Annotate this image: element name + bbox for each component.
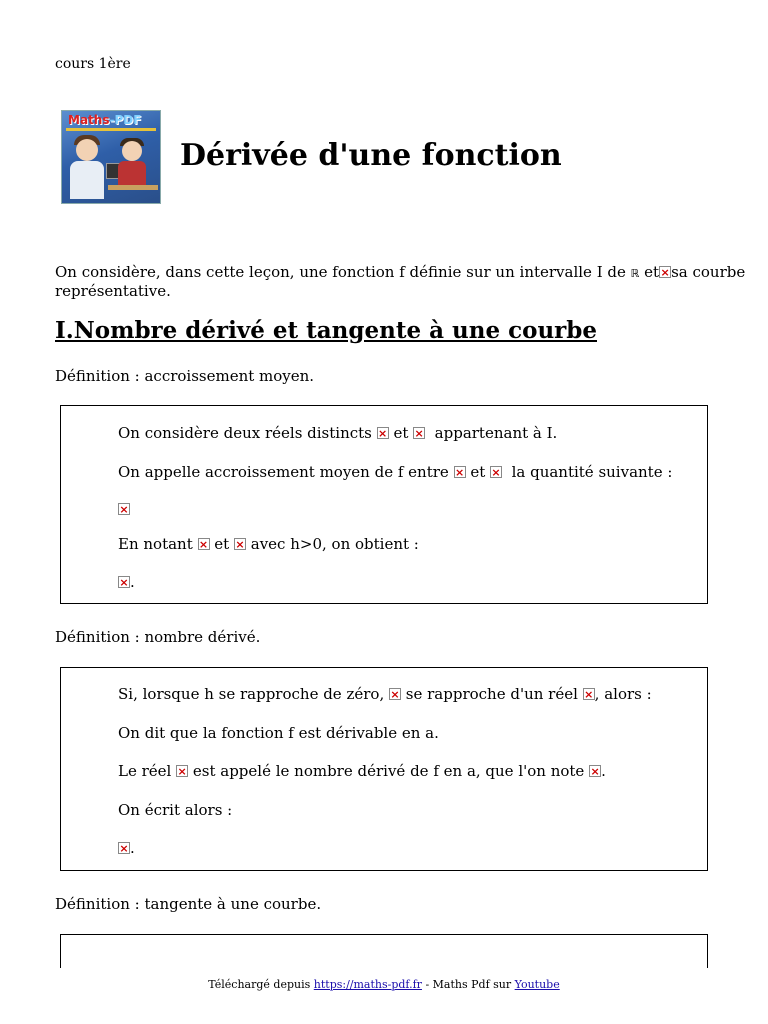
broken-image-icon xyxy=(176,765,188,777)
box-line: ×. xyxy=(118,839,135,858)
broken-image-icon xyxy=(454,466,466,478)
box-line: ×. xyxy=(118,573,135,592)
box-line: On considère deux réels distincts × et × appartenant à I. xyxy=(118,424,557,443)
broken-image-icon xyxy=(377,427,389,439)
broken-image-icon xyxy=(589,765,601,777)
definition-label: Définition : accroissement moyen. xyxy=(55,367,315,385)
youtube-link[interactable]: Youtube xyxy=(514,978,560,991)
broken-image-icon xyxy=(118,576,130,588)
footer-middle: - Maths Pdf sur xyxy=(425,978,512,991)
definition-box-accroissement xyxy=(60,405,708,604)
broken-image-icon xyxy=(389,688,401,700)
definition-label: Définition : nombre dérivé. xyxy=(55,628,261,646)
footer-prefix: Téléchargé depuis xyxy=(208,978,311,991)
broken-image-icon xyxy=(118,842,130,854)
definition-box-nombre-derive xyxy=(60,667,708,871)
definition-box-tangente xyxy=(60,934,708,968)
intro-line-2: représentative. xyxy=(55,282,171,300)
box-line: On appelle accroissement moyen de f entre × et × la quantité suivante : xyxy=(118,463,672,482)
box-line xyxy=(118,500,130,519)
page-footer xyxy=(0,978,768,991)
intro-line-1: On considère, dans cette leçon, une fonction f définie sur un intervalle I de ℝ et× sa courbe xyxy=(55,263,745,283)
broken-image-icon xyxy=(659,266,671,278)
box-line: On écrit alors : xyxy=(118,801,233,819)
broken-image-icon xyxy=(490,466,502,478)
box-line: Le réel × est appelé le nombre dérivé de f en a, que l'on note × . xyxy=(118,762,606,781)
real-numbers-symbol: ℝ xyxy=(630,267,640,280)
maths-pdf-logo: Maths-PDF xyxy=(61,110,161,204)
broken-image-icon xyxy=(234,538,246,550)
course-level: cours 1ère xyxy=(55,56,131,72)
definition-label: Définition : tangente à une courbe. xyxy=(55,895,322,913)
box-line: En notant × et × avec h>0, on obtient : xyxy=(118,535,419,554)
box-line: On dit que la fonction f est dérivable en a. xyxy=(118,724,439,742)
broken-image-icon xyxy=(118,503,130,515)
page-title: Dérivée d'une fonction xyxy=(180,138,562,173)
section-heading: I.Nombre dérivé et tangente à une courbe xyxy=(55,317,597,344)
maths-pdf-link[interactable]: https://maths-pdf.fr xyxy=(313,978,422,991)
broken-image-icon xyxy=(198,538,210,550)
broken-image-icon xyxy=(583,688,595,700)
broken-image-icon xyxy=(413,427,425,439)
box-line: Si, lorsque h se rapproche de zéro, × se rapproche d'un réel × , alors : xyxy=(118,685,652,704)
